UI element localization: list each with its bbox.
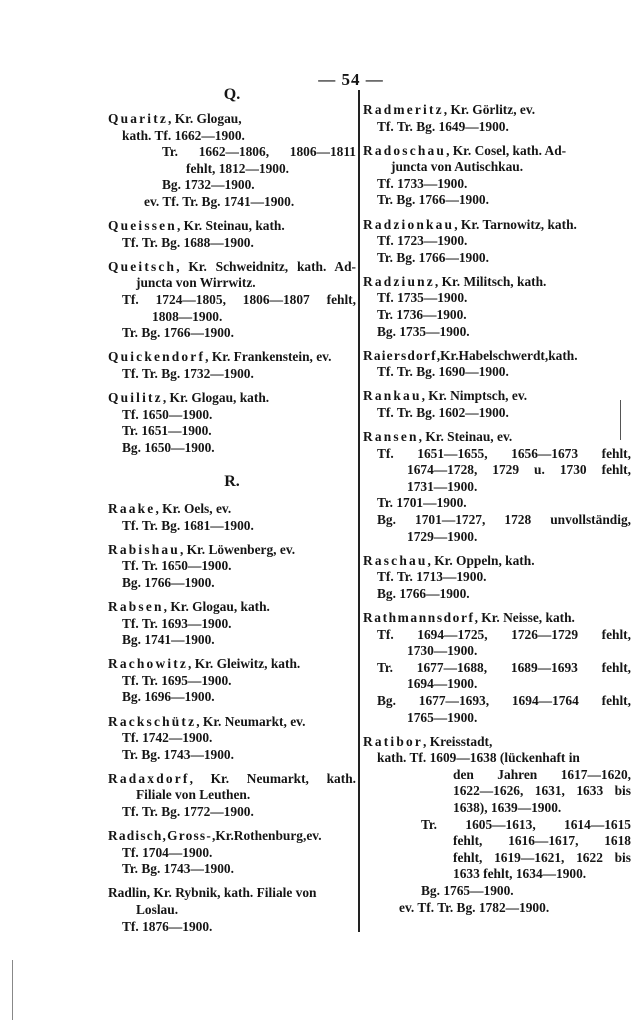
place-name: Quilitz xyxy=(108,390,163,405)
place-name: Queitsch xyxy=(108,258,177,274)
entry-line: Bg. 1677—1693, 1694—1764 fehlt, xyxy=(377,693,631,708)
entry-line: Tf. 1694—1725, 1726—1729 fehlt, xyxy=(377,626,631,642)
entry xyxy=(108,599,356,649)
place-name: Ransen xyxy=(363,429,419,445)
entry xyxy=(108,771,356,821)
place-name: Radzionkau xyxy=(363,216,455,232)
entry-info: , Kr. Glogau, kath. xyxy=(162,390,270,405)
entry-line: fehlt, 1619—1621, 1622 bis xyxy=(453,849,631,865)
entry-line: Tf. Tr. Bg. 1732—1900. xyxy=(122,365,254,381)
entry xyxy=(363,734,631,917)
entry xyxy=(108,349,356,382)
entry xyxy=(363,610,631,726)
entry-info: , Kr. Cosel, kath. Ad- xyxy=(446,142,567,158)
entry-line: 1808—1900. xyxy=(152,308,223,324)
entry-line: Tf. 1735—1900. xyxy=(377,290,468,306)
entry-line: Tr. Bg. 1766—1900. xyxy=(377,249,489,265)
entry-line: 1729—1900. xyxy=(407,528,478,544)
entry-line: 1730—1900. xyxy=(407,643,478,659)
entry-line: Tf. Tr. 1695—1900. xyxy=(122,672,232,688)
entry-line: Bg. 1732—1900. xyxy=(162,177,255,193)
entry-info: , Kr. Oels, ev. xyxy=(155,500,232,516)
entry-line: Tr. Bg. 1743—1900. xyxy=(122,861,234,877)
entry xyxy=(108,259,356,342)
place-name: Radoschau xyxy=(363,142,447,158)
entry-line: 1694—1900. xyxy=(407,676,478,692)
entry-line: 1765—1900. xyxy=(407,709,478,725)
entry-line: juncta von Wirrwitz. xyxy=(136,275,256,291)
scan-edge-mark xyxy=(12,960,13,1020)
entry-line: juncta von Autischkau. xyxy=(391,159,524,175)
entry-line: Tf. Tr. Bg. 1681—1900. xyxy=(122,517,254,533)
entry-info: , Kr. Görlitz, ev. xyxy=(443,102,536,117)
entry-info: , Kr. Neisse, kath. xyxy=(474,610,575,626)
entry xyxy=(363,217,631,267)
entry-line: 1633 fehlt, 1634—1900. xyxy=(453,866,587,882)
entry-line: Bg. 1766—1900. xyxy=(122,574,215,590)
place-name: Radlin xyxy=(108,885,147,901)
place-name: Raschau xyxy=(363,552,428,568)
entry-line: Bg. 1735—1900. xyxy=(377,323,470,339)
entry-line: Bg. 1696—1900. xyxy=(122,689,215,705)
entry-line: ev. Tf. Tr. Bg. 1741—1900. xyxy=(144,194,295,210)
entry-line: Tf. 1742—1900. xyxy=(122,730,213,746)
entry-line: Tf. 1651—1655, 1656—1673 fehlt, xyxy=(377,445,631,461)
place-name: Queissen xyxy=(108,218,177,234)
place-name: Radmeritz xyxy=(363,102,444,117)
entry-info: , Kr. Nimptsch, ev. xyxy=(421,388,528,404)
entry xyxy=(108,542,356,592)
entry-line: Tf. Tr. Bg. 1602—1900. xyxy=(377,405,509,420)
entry-info: , Kr. Steinau, kath. xyxy=(176,218,285,234)
page-number: — 54 — xyxy=(318,70,384,89)
entry-line: 1674—1728, 1729 u. 1730 fehlt, xyxy=(407,462,631,478)
entry xyxy=(108,390,356,456)
entry-line: Tf. Tr. Bg. 1688—1900. xyxy=(122,234,254,250)
entry-line: Loslau. xyxy=(136,901,179,917)
entry xyxy=(363,553,631,603)
entry xyxy=(363,274,631,340)
entry-line: Tf. Tr. Bg. 1649—1900. xyxy=(377,118,509,134)
entry-line: Tr. Bg. 1766—1900. xyxy=(122,325,234,341)
entry-line: Tr. Bg. 1766—1900. xyxy=(377,192,489,208)
entry xyxy=(363,348,631,381)
place-name: Quaritz xyxy=(108,111,169,127)
entry xyxy=(108,501,356,534)
entry-info: , Kr. Neumarkt, kath. xyxy=(189,770,356,786)
entry xyxy=(363,143,631,209)
entry-line: Tf. 1733—1900. xyxy=(377,175,468,191)
place-name: Raake xyxy=(108,500,156,516)
entry-line: kath. Tf. 1662—1900. xyxy=(122,127,245,143)
entry-info: , Kr. Rybnik, kath. Filiale von xyxy=(146,885,317,901)
entry-info: , Kr. Löwenberg, ev. xyxy=(179,541,296,557)
entry-line: Bg. 1765—1900. xyxy=(421,883,514,899)
entry-line: Tr. 1677—1688, 1689—1693 fehlt, xyxy=(377,659,631,675)
entry-line: Tf. 1704—1900. xyxy=(122,844,213,860)
place-name: Rabsen xyxy=(108,598,164,614)
place-name: Rankau xyxy=(363,388,422,404)
entry-line: fehlt, 1616—1617, 1618 xyxy=(453,833,631,849)
place-name: Rachowitz xyxy=(108,656,189,672)
entry xyxy=(363,429,631,545)
entry-line: Tr. 1701—1900. xyxy=(377,495,467,511)
entry-line: Bg. 1766—1900. xyxy=(377,585,470,601)
entry-info: , Kr. Militsch, kath. xyxy=(434,273,547,289)
place-name: Quickendorf xyxy=(108,349,206,365)
entry-line: Tr. 1736—1900. xyxy=(377,307,467,323)
entry-line: Tr. 1662—1806, 1806—1811 xyxy=(162,144,356,160)
entry-line: Tf. 1724—1805, 1806—1807 fehlt, xyxy=(122,292,356,308)
entry-line: Tr. 1651—1900. xyxy=(122,423,212,439)
entry-info: , Kr. Schweidnitz, kath. Ad- xyxy=(176,258,356,274)
place-name: Rackschütz xyxy=(108,713,197,729)
place-name: Rabishau xyxy=(108,541,180,557)
right-column xyxy=(363,87,631,916)
entry-info: ,Kr.Habelschwerdt,kath. xyxy=(436,347,578,363)
entry-line: Tf. 1723—1900. xyxy=(377,233,468,249)
entry-line: Tf. Tr. 1650—1900. xyxy=(122,558,232,574)
entry-line: Tf. Tr. Bg. 1772—1900. xyxy=(122,803,254,819)
entry-line: Filiale von Leuthen. xyxy=(136,787,251,803)
entry xyxy=(363,102,631,135)
entry-line: Tr. Bg. 1743—1900. xyxy=(122,746,234,762)
place-name: Rathmannsdorf xyxy=(363,610,475,626)
place-name: Ratibor xyxy=(363,733,424,749)
entry-line: Tf. Tr. 1693—1900. xyxy=(122,615,232,631)
left-column xyxy=(108,87,356,935)
place-name: Radisch,Gross- xyxy=(108,828,212,844)
entry-info: , Kr. Tarnowitz, kath. xyxy=(454,216,577,232)
entry-line: 1638), 1639—1900. xyxy=(453,800,562,816)
place-name: Raiersdorf xyxy=(363,347,437,363)
entry-line: 1622—1626, 1631, 1633 bis xyxy=(453,783,631,799)
entry-info: ,Kr.Rothenburg,ev. xyxy=(211,828,322,844)
entry-line: Tf. Tr. Bg. 1690—1900. xyxy=(377,364,509,380)
entry-line: Tf. Tr. 1713—1900. xyxy=(377,569,487,585)
entry-info: , Kreisstadt, xyxy=(423,733,493,749)
entry-line: ev. Tf. Tr. Bg. 1782—1900. xyxy=(399,899,550,915)
section-heading-q: Q. xyxy=(223,86,241,103)
place-name: Radaxdorf xyxy=(108,770,190,786)
entry-info: , Kr. Neumarkt, ev. xyxy=(196,713,306,729)
entry-line: Tf. 1650—1900. xyxy=(122,406,213,422)
entry-line: Bg. 1701—1727, 1728 unvollständig, xyxy=(377,512,631,528)
entry xyxy=(108,885,356,935)
entry-line: Tr. 1605—1613, 1614—1615 xyxy=(421,816,631,832)
entry-line: Tf. 1876—1900. xyxy=(122,918,213,934)
section-heading-r: R. xyxy=(224,473,240,491)
entry-info: , Kr. Oppeln, kath. xyxy=(427,552,535,568)
entry-info: , Kr. Gleiwitz, kath. xyxy=(188,656,301,672)
column-divider xyxy=(358,90,360,932)
entry xyxy=(363,388,631,421)
entry xyxy=(108,218,356,251)
entry-info: , Kr. Steinau, ev. xyxy=(418,429,513,445)
entry-line: den Jahren 1617—1620, xyxy=(453,766,631,782)
entry xyxy=(108,828,356,878)
entry xyxy=(108,714,356,764)
entry-line: Bg. 1741—1900. xyxy=(122,632,215,648)
entry xyxy=(108,656,356,706)
entry-line: kath. Tf. 1609—1638 (lückenhaft in xyxy=(377,750,580,766)
entry-info: , Kr. Glogau, xyxy=(168,111,242,127)
entry-info: , Kr. Glogau, kath. xyxy=(163,598,270,614)
entry-info: , Kr. Frankenstein, ev. xyxy=(205,349,332,365)
entry-line: 1731—1900. xyxy=(407,478,478,494)
entry xyxy=(108,111,356,211)
place-name: Radziunz xyxy=(363,273,435,289)
entry-line: Bg. 1650—1900. xyxy=(122,439,215,455)
entry-line: fehlt, 1812—1900. xyxy=(186,160,290,176)
